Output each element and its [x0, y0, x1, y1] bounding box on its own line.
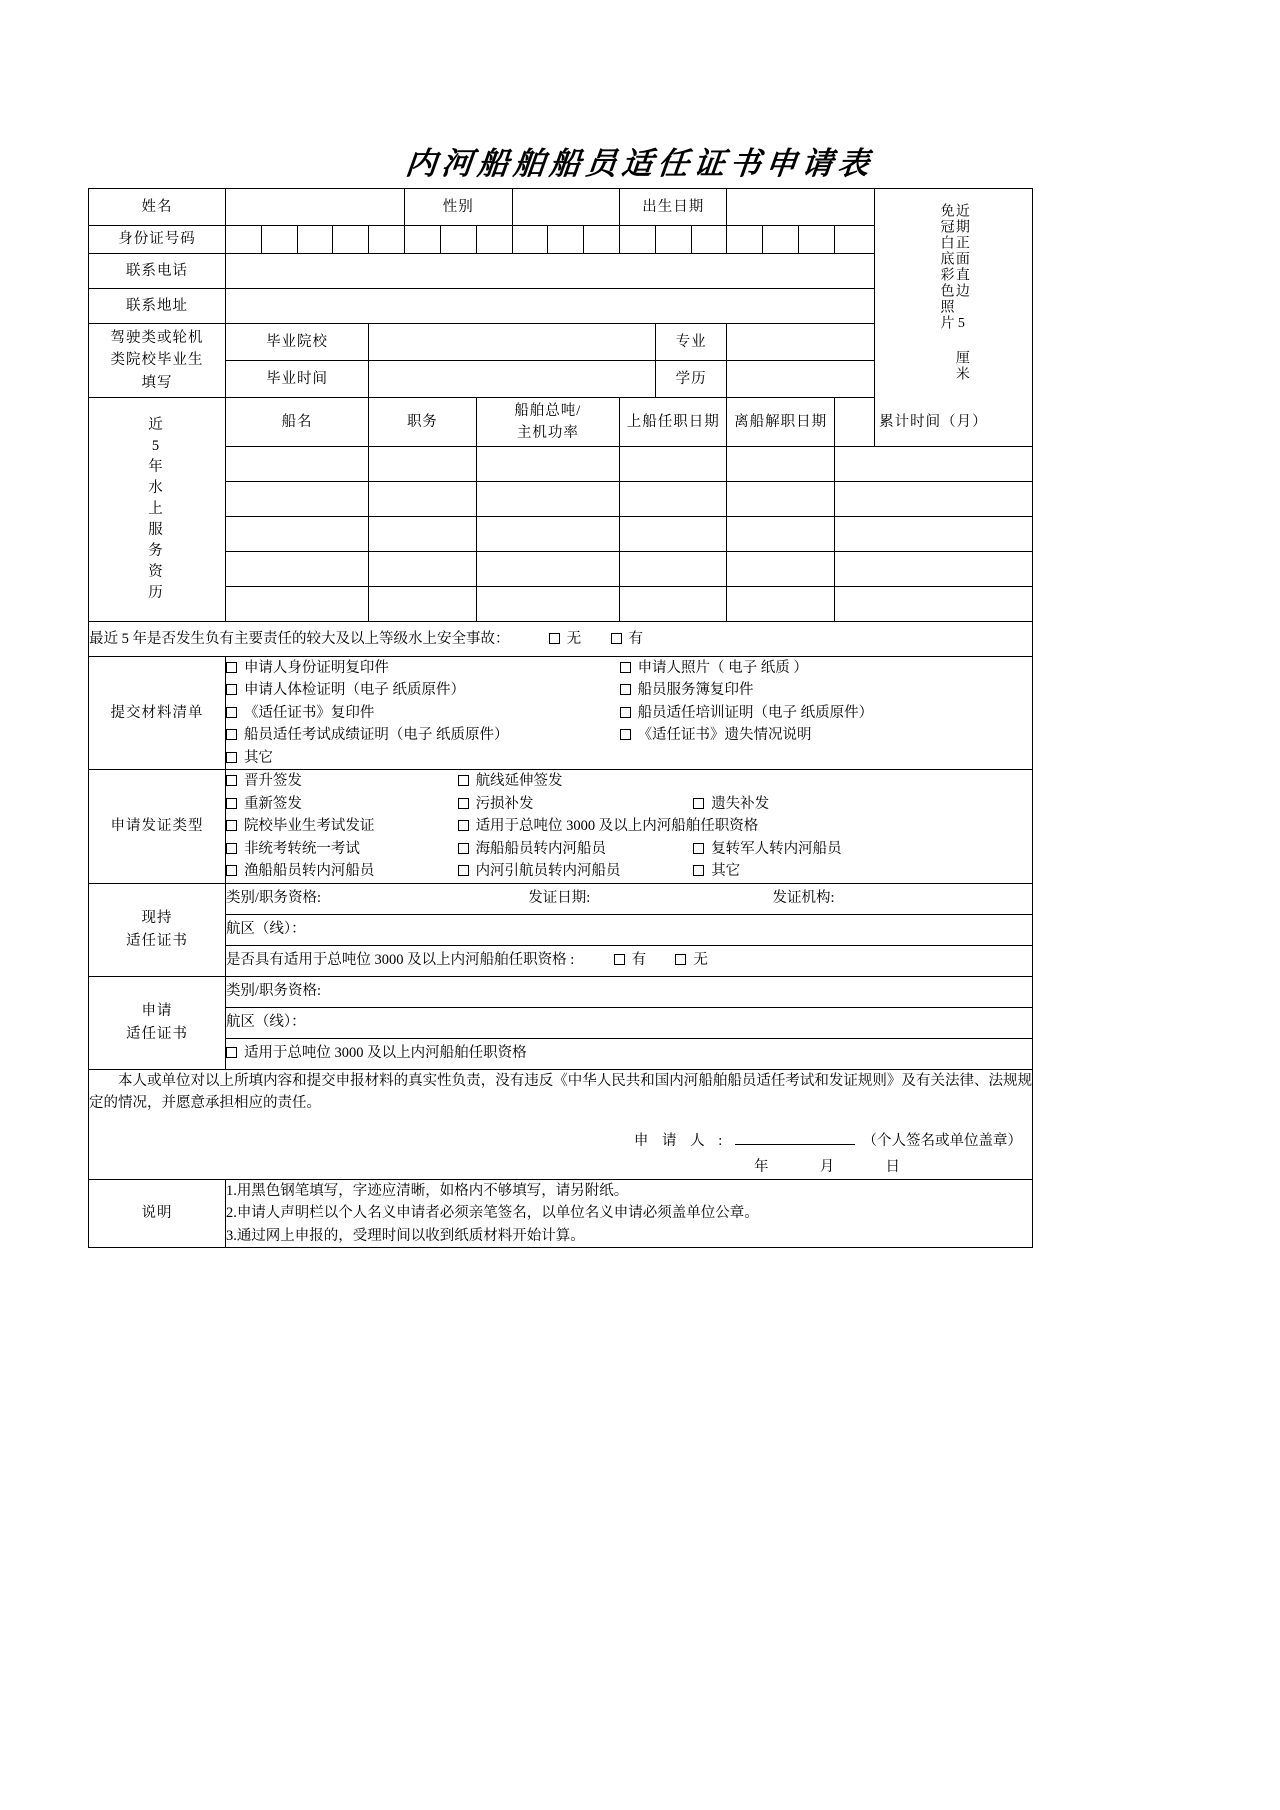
apply-type-row	[226, 860, 1032, 882]
apply-type-checklist	[225, 770, 1032, 883]
service-cell-end-date[interactable]	[727, 587, 834, 622]
education-label-line2: 类院校毕业生	[110, 352, 204, 369]
current-cert-label-line1: 现持	[141, 910, 173, 927]
accident-yes-label: 有	[628, 630, 643, 647]
current-cert-area-label: 航区（线）：	[225, 921, 306, 938]
accident-no-checkbox[interactable]	[549, 633, 560, 644]
item-label: 船员适任考试成绩证明（电子 纸质原件）	[243, 727, 509, 744]
item-label: 复转军人转内河船员	[711, 840, 842, 857]
date-row	[89, 1156, 1032, 1178]
service-cell-start-date[interactable]	[619, 517, 726, 552]
service-cell-position[interactable]	[369, 587, 477, 622]
materials-row	[226, 747, 1032, 769]
service-cell-total-months[interactable]	[834, 447, 1032, 482]
materials-left-item-2[interactable]	[226, 679, 616, 701]
school-label: 毕业院校	[225, 324, 368, 361]
school-input[interactable]	[369, 324, 656, 361]
current-cert-no-label: 无	[693, 952, 708, 969]
id-digit-cell[interactable]	[225, 226, 261, 254]
signer-note: （个人签名或单位盖章）	[862, 1132, 1022, 1149]
item-label: 船员适任培训证明（电子 纸质原件）	[637, 704, 874, 721]
row-apply-type	[89, 770, 1033, 883]
current-cert-yes-checkbox[interactable]	[614, 954, 625, 965]
birthdate-label: 出生日期	[619, 189, 726, 226]
checkbox[interactable]	[226, 684, 237, 695]
item-label: 适用于总吨位 3000 及以上内河船舶任职资格	[475, 818, 759, 835]
materials-left-item-4[interactable]	[226, 724, 616, 746]
checkbox[interactable]	[226, 820, 237, 831]
service-side-chars	[89, 415, 225, 604]
current-cert-qualify-row	[225, 945, 1032, 976]
id-digit-cell[interactable]	[584, 226, 620, 254]
side-char: 资	[148, 564, 166, 581]
service-header-end-date: 离船解职日期	[727, 398, 834, 447]
id-digit-cell[interactable]	[655, 226, 691, 254]
service-cell-total-months[interactable]	[834, 482, 1032, 517]
materials-row	[226, 679, 1032, 701]
signature-row	[89, 1129, 1032, 1152]
service-cell-position[interactable]	[369, 447, 477, 482]
item-label: 申请人照片（ 电子 纸质 ）	[637, 660, 808, 676]
service-cell-position[interactable]	[369, 552, 477, 587]
instructions-cell	[225, 1179, 1032, 1247]
service-header-start-date: 上船任职日期	[619, 398, 726, 447]
checkbox[interactable]	[458, 798, 469, 809]
item-label: 船员服务簿复印件	[637, 682, 754, 699]
service-side-label	[89, 398, 226, 622]
current-cert-row-1	[225, 883, 1032, 914]
tonnage-line2: 主机功率	[516, 425, 579, 441]
signer-label: 申 请 人 :	[633, 1132, 728, 1149]
item-label: 渔船船员转内河船员	[243, 863, 375, 880]
id-digit-cell[interactable]	[369, 226, 405, 254]
service-cell-total-months[interactable]	[834, 517, 1032, 552]
checkbox[interactable]	[458, 775, 469, 786]
row-current-cert-3	[89, 945, 1033, 976]
service-cell-shipname[interactable]	[225, 587, 368, 622]
service-row	[89, 482, 1033, 517]
side-char: 务	[148, 543, 166, 560]
current-cert-area-row[interactable]	[225, 914, 1032, 945]
instruction-item-2: 2.申请人声明栏以个人名义申请者必须亲笔签名，以单位名义申请必须盖单位公章。	[225, 1205, 759, 1222]
id-digit-cell[interactable]	[440, 226, 476, 254]
service-cell-start-date[interactable]	[619, 447, 726, 482]
service-cell-tonnage[interactable]	[476, 447, 619, 482]
year-label: 年	[754, 1159, 769, 1176]
side-char: 年	[148, 458, 166, 475]
checkbox[interactable]	[620, 707, 631, 718]
name-label: 姓名	[89, 189, 226, 226]
apply-type-row	[226, 838, 1032, 860]
item-label: 《适任证书》遗失情况说明	[637, 727, 812, 744]
materials-row	[226, 702, 1032, 724]
apply-type-item[interactable]	[458, 793, 690, 815]
id-digit-cell[interactable]	[834, 226, 874, 254]
service-cell-tonnage[interactable]	[476, 517, 619, 552]
birthdate-input[interactable]	[727, 189, 874, 226]
apply-type-label: 申请发证类型	[89, 770, 226, 883]
apply-cert-area-row[interactable]	[225, 1007, 1032, 1038]
service-cell-total-months[interactable]	[834, 587, 1032, 622]
service-cell-shipname[interactable]	[225, 552, 368, 587]
side-char: 上	[148, 500, 166, 517]
accident-question-cell	[89, 622, 1033, 657]
major-label: 专业	[655, 324, 727, 361]
service-cell-tonnage[interactable]	[476, 552, 619, 587]
degree-label: 学历	[655, 361, 727, 398]
current-cert-qualify-question: 是否具有适用于总吨位 3000 及以上内河船舶任职资格 :	[225, 952, 575, 969]
apply-type-item[interactable]	[226, 770, 454, 792]
page-title: 内河船舶船员适任证书申请表	[403, 146, 876, 182]
instruction-item-3: 3.通过网上申报的，受理时间以收到纸质材料开始计算。	[225, 1227, 585, 1244]
checkbox[interactable]	[693, 798, 704, 809]
service-cell-tonnage[interactable]	[476, 482, 619, 517]
graduation-input[interactable]	[369, 361, 656, 398]
materials-right-item-3[interactable]	[620, 702, 874, 724]
service-cell-tonnage[interactable]	[476, 587, 619, 622]
service-cell-end-date[interactable]	[727, 517, 834, 552]
id-digit-cell[interactable]	[763, 226, 799, 254]
service-cell-total-months[interactable]	[834, 552, 1032, 587]
education-label-line3: 填写	[141, 374, 173, 391]
side-char: 水	[148, 479, 166, 496]
id-number-label: 身份证号码	[89, 226, 226, 254]
current-cert-label-line2: 适任证书	[125, 932, 188, 949]
item-label: 院校毕业生考试发证	[243, 818, 375, 835]
apply-type-item[interactable]	[458, 860, 690, 882]
materials-right-item-2[interactable]	[620, 679, 754, 701]
service-header-total-months: 累计时间（月）	[834, 398, 1032, 447]
row-apply-cert-2	[89, 1007, 1033, 1038]
row-accident-question	[89, 622, 1033, 657]
apply-cert-category-label: 类别/职务资格:	[225, 983, 321, 1000]
materials-right-item-1[interactable]	[620, 657, 808, 679]
apply-type-item[interactable]	[226, 860, 454, 882]
apply-cert-label	[89, 976, 226, 1069]
id-digit-cell[interactable]	[799, 226, 835, 254]
checkbox[interactable]	[458, 820, 469, 831]
service-cell-shipname[interactable]	[225, 447, 368, 482]
gender-label: 性别	[405, 189, 512, 226]
apply-type-item[interactable]	[226, 793, 454, 815]
row-declaration	[89, 1069, 1033, 1179]
service-cell-end-date[interactable]	[727, 552, 834, 587]
id-digit-cell[interactable]	[619, 226, 655, 254]
service-cell-position[interactable]	[369, 517, 477, 552]
row-apply-cert-3	[89, 1038, 1033, 1069]
current-cert-no-checkbox[interactable]	[675, 954, 686, 965]
item-label: 其它	[243, 749, 273, 766]
current-cert-label	[89, 883, 226, 976]
current-cert-issue-org-label: 发证机构:	[772, 890, 835, 907]
materials-label: 提交材料清单	[89, 657, 226, 770]
id-digit-cell[interactable]	[405, 226, 441, 254]
phone-label: 联系电话	[89, 254, 226, 289]
item-label: 申请人体检证明（电子 纸质原件）	[243, 682, 466, 699]
apply-type-item[interactable]	[458, 838, 690, 860]
materials-row	[226, 724, 1032, 746]
application-form-table	[88, 188, 1033, 1248]
service-cell-shipname[interactable]	[225, 517, 368, 552]
phone-input[interactable]	[225, 254, 874, 289]
apply-type-item[interactable]	[458, 815, 759, 837]
apply-cert-tonnage-label: 适用于总吨位 3000 及以上内河船舶任职资格	[243, 1045, 527, 1062]
item-label: 申请人身份证明复印件	[243, 660, 389, 676]
day-label: 日	[885, 1159, 900, 1176]
row-apply-cert-1	[89, 976, 1033, 1007]
address-label: 联系地址	[89, 289, 226, 324]
service-row	[89, 447, 1033, 482]
checkbox[interactable]	[620, 729, 631, 740]
degree-input[interactable]	[727, 361, 874, 398]
page-title-wrap	[0, 138, 1280, 183]
apply-cert-label-line2: 适任证书	[125, 1025, 188, 1042]
id-digit-cell[interactable]	[297, 226, 333, 254]
current-cert-issue-date-label: 发证日期:	[528, 890, 591, 907]
gender-input[interactable]	[512, 189, 619, 226]
materials-left-item-5[interactable]	[226, 747, 616, 769]
checkbox[interactable]	[458, 843, 469, 854]
row-name-gender-birth	[89, 189, 1033, 226]
current-cert-yes-label: 有	[631, 952, 647, 969]
checkbox[interactable]	[226, 775, 237, 786]
apply-cert-tonnage-checkbox[interactable]	[226, 1047, 237, 1058]
item-label: 遗失补发	[711, 795, 770, 812]
service-cell-position[interactable]	[369, 482, 477, 517]
service-cell-end-date[interactable]	[727, 447, 834, 482]
checkbox[interactable]	[693, 865, 704, 876]
signature-input[interactable]	[735, 1129, 855, 1145]
service-row	[89, 517, 1033, 552]
apply-cert-category-row[interactable]	[225, 976, 1032, 1007]
side-char: 5	[151, 437, 163, 454]
checkbox[interactable]	[620, 684, 631, 695]
service-header-tonnage	[476, 398, 619, 447]
service-row	[89, 587, 1033, 622]
apply-cert-label-line1: 申请	[141, 1003, 173, 1020]
apply-type-item[interactable]	[458, 770, 690, 792]
item-label: 污损补发	[475, 795, 534, 812]
address-input[interactable]	[225, 289, 874, 324]
item-label: 晋升签发	[243, 773, 302, 790]
id-digit-cell[interactable]	[548, 226, 584, 254]
major-input[interactable]	[727, 324, 874, 361]
checkbox[interactable]	[226, 865, 237, 876]
row-current-cert-2	[89, 914, 1033, 945]
service-cell-start-date[interactable]	[619, 482, 726, 517]
tonnage-line1: 船舶总吨/	[514, 402, 582, 419]
id-digit-cell[interactable]	[476, 226, 512, 254]
checkbox[interactable]	[620, 662, 631, 673]
materials-left-item-1[interactable]	[226, 657, 616, 679]
instructions-label: 说明	[89, 1179, 226, 1247]
materials-left-item-3[interactable]	[226, 702, 616, 724]
apply-type-row	[226, 793, 1032, 815]
checkbox[interactable]	[226, 729, 237, 740]
id-digit-cell[interactable]	[261, 226, 297, 254]
item-label: 内河引航员转内河船员	[475, 863, 621, 880]
name-input[interactable]	[225, 189, 404, 226]
item-label: 《适任证书》复印件	[243, 704, 375, 721]
checkbox[interactable]	[226, 843, 237, 854]
accident-question-text: 最近 5 年是否发生负有主要责任的较大及以上等级水上安全事故：	[89, 630, 510, 647]
side-char: 近	[148, 416, 166, 433]
accident-no-label: 无	[566, 630, 582, 647]
service-cell-shipname[interactable]	[225, 482, 368, 517]
checkbox[interactable]	[226, 662, 237, 673]
apply-type-item[interactable]	[693, 860, 740, 882]
id-digit-cell[interactable]	[333, 226, 369, 254]
photo-text-line2: 免冠白底彩色照片	[938, 203, 954, 331]
service-cell-end-date[interactable]	[727, 482, 834, 517]
apply-type-item[interactable]	[693, 793, 769, 815]
checkbox[interactable]	[693, 843, 704, 854]
current-cert-category-label: 类别/职务资格:	[225, 890, 321, 907]
item-label: 其它	[711, 863, 741, 880]
service-header-shipname: 船名	[225, 398, 368, 447]
row-current-cert-1	[89, 883, 1033, 914]
apply-type-row	[226, 770, 1032, 792]
photo-placeholder[interactable]	[874, 189, 1032, 447]
apply-type-item[interactable]	[693, 838, 842, 860]
side-char: 历	[148, 585, 166, 602]
item-label: 重新签发	[243, 795, 302, 812]
service-row	[89, 552, 1033, 587]
id-digit-cell[interactable]	[512, 226, 548, 254]
apply-cert-area-label: 航区（线）：	[225, 1014, 306, 1031]
month-label: 月	[819, 1159, 835, 1176]
education-section-label	[89, 324, 226, 398]
instruction-item-1: 1.用黑色钢笔填写，字迹应清晰，如格内不够填写，请另附纸。	[225, 1182, 629, 1199]
row-materials	[89, 657, 1033, 770]
declaration-cell	[89, 1069, 1033, 1179]
materials-checklist	[225, 657, 1032, 770]
checkbox[interactable]	[458, 865, 469, 876]
item-label: 航线延伸签发	[475, 773, 563, 790]
apply-type-item[interactable]	[226, 815, 454, 837]
item-label: 非统考转统一考试	[243, 840, 360, 857]
materials-row	[226, 657, 1032, 679]
apply-cert-checkbox-row[interactable]	[225, 1038, 1032, 1069]
service-cell-start-date[interactable]	[619, 552, 726, 587]
service-header-position: 职务	[369, 398, 477, 447]
materials-right-item-4[interactable]	[620, 724, 812, 746]
photo-text-line1: 近期正面直边 5 厘米	[953, 203, 969, 382]
id-digit-cell[interactable]	[727, 226, 763, 254]
education-label-line1: 驾驶类或轮机	[110, 329, 204, 346]
checkbox[interactable]	[226, 707, 237, 718]
checkbox[interactable]	[226, 798, 237, 809]
item-label: 海船船员转内河船员	[475, 840, 607, 857]
id-digit-cell[interactable]	[691, 226, 727, 254]
declaration-text: 本人或单位对以上所填内容和提交申报材料的真实性负责，没有违反《中华人民共和国内河船舶船员适任考试和发证规则》及有关法律、法规规定的情况，并愿意承担相应的责任。	[89, 1072, 1032, 1112]
apply-type-row	[226, 815, 1032, 837]
side-char: 服	[148, 522, 166, 538]
service-cell-start-date[interactable]	[619, 587, 726, 622]
accident-yes-checkbox[interactable]	[611, 633, 622, 644]
checkbox[interactable]	[226, 752, 237, 763]
apply-type-item[interactable]	[226, 838, 454, 860]
row-instructions	[89, 1179, 1033, 1247]
graduation-label: 毕业时间	[225, 361, 368, 398]
